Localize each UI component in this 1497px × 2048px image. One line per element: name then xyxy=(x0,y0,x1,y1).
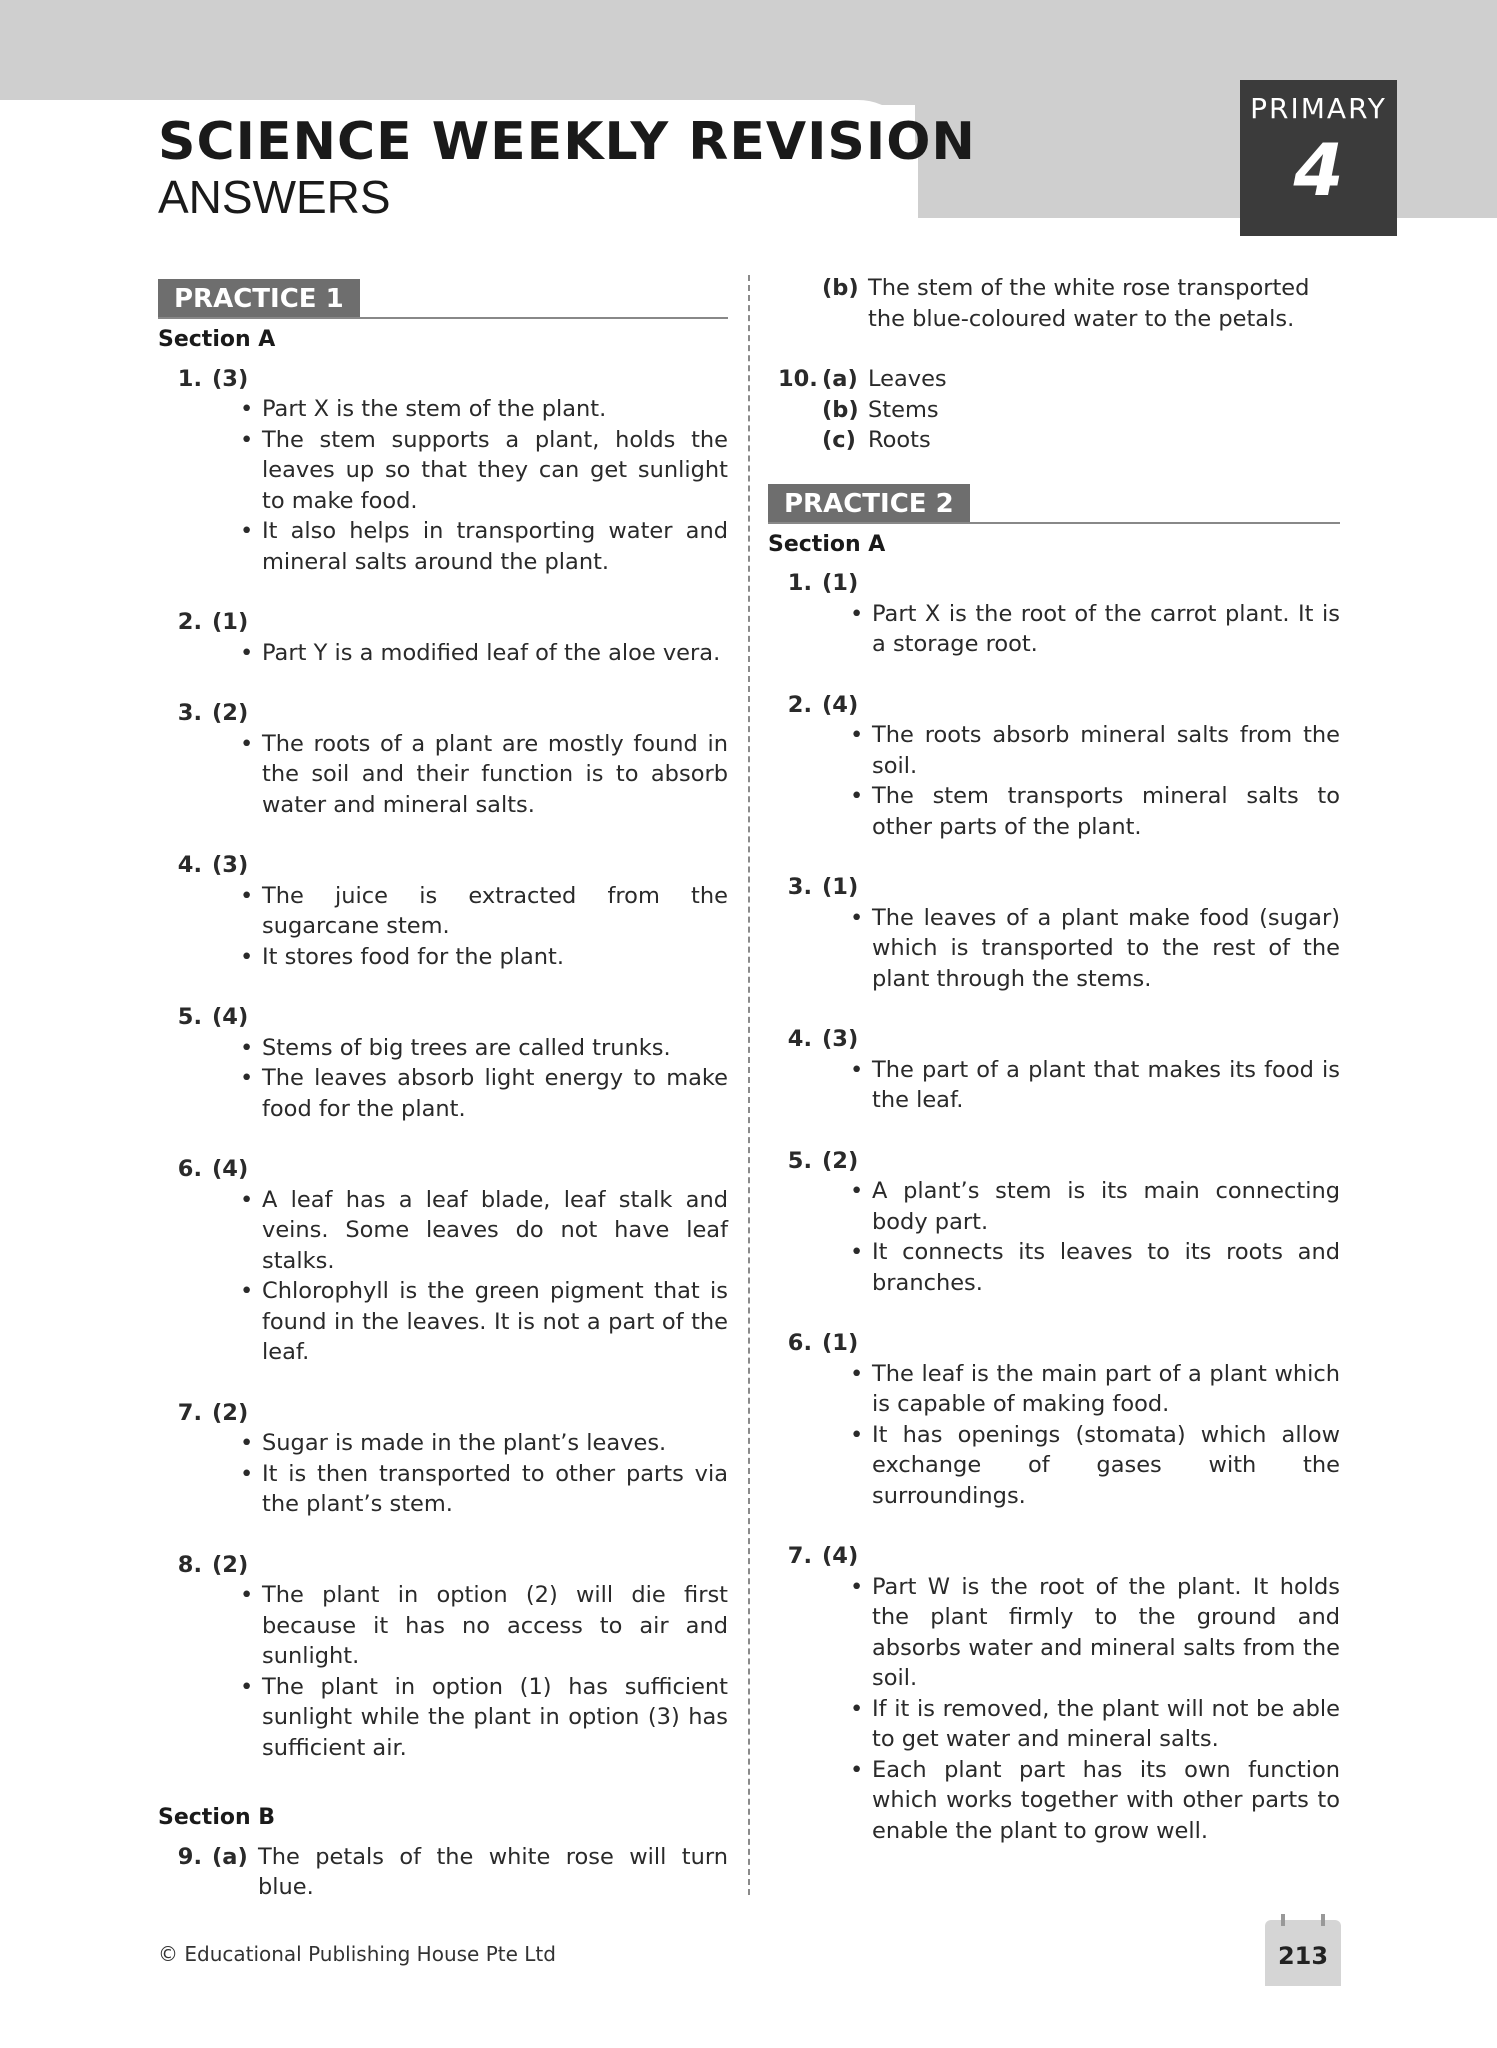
page-subtitle: ANSWERS xyxy=(158,171,391,223)
question-item xyxy=(768,1024,1340,1116)
question-answer: (4) xyxy=(822,1543,859,1569)
answer-bullet: • Sugar is made in the plant’s leaves. xyxy=(238,1428,728,1459)
sub-text: Stems xyxy=(868,396,939,423)
sub-answer xyxy=(768,273,1340,334)
question-answer: (2) xyxy=(212,1399,249,1426)
sub-label: (a) xyxy=(822,366,858,392)
answer-bullet: • The part of a plant that makes its food is the leaf. xyxy=(848,1055,1340,1116)
question-answer: (4) xyxy=(212,1156,249,1182)
section-a-heading: Section A xyxy=(768,531,886,557)
answer-bullet: • The roots absorb mineral salts from the soil. xyxy=(848,720,1340,781)
answer-bullet: • The plant in option (1) has sufficient sunlight while the plant in option (3) has sufficient air. xyxy=(238,1672,728,1764)
question-item xyxy=(768,1146,1340,1299)
question-item xyxy=(158,1002,728,1124)
section-b-heading: Section B xyxy=(158,1805,276,1830)
answer-bullet: • It is then transported to other parts via the plant’s stem. xyxy=(238,1459,728,1520)
question-answer: (3) xyxy=(212,852,249,878)
question-number: 5. xyxy=(787,1147,812,1174)
question-answer: (3) xyxy=(822,1026,859,1052)
question-item xyxy=(768,872,1340,994)
page-title: SCIENCE WEEKLY REVISION xyxy=(158,112,976,172)
answer-bullet: • Part X is the root of the carrot plant. It is a storage root. xyxy=(848,599,1340,660)
answer-bullet: • If it is removed, the plant will not be able to get water and mineral salts. xyxy=(848,1694,1340,1755)
answer-bullet: • It connects its leaves to its roots and branches. xyxy=(848,1237,1340,1298)
answer-bullet: • A leaf has a leaf blade, leaf stalk and veins. Some leaves do not have leaf stalks. xyxy=(238,1185,728,1277)
practice-2-tab: PRACTICE 2 xyxy=(768,484,970,524)
answer-bullet: • Each plant part has its own function which works together with other parts to enable the plant to grow well. xyxy=(848,1755,1340,1847)
practice-heading xyxy=(158,279,728,319)
sub-answer xyxy=(768,364,1340,395)
sub-answer xyxy=(158,1842,728,1903)
section-a-heading: Section A xyxy=(158,327,276,352)
question-number: 2. xyxy=(177,609,202,635)
answer-bullet: • The leaves absorb light energy to make food for the plant. xyxy=(238,1063,728,1124)
question-answer: (4) xyxy=(822,691,859,718)
question-item xyxy=(768,1328,1340,1511)
calendar-ring-icon xyxy=(1321,1914,1325,1926)
question-answer: (1) xyxy=(822,1330,859,1356)
question-number: 4. xyxy=(177,852,202,878)
question-item xyxy=(158,1550,728,1764)
answer-bullet: • The leaf is the main part of a plant which is capable of making food. xyxy=(848,1359,1340,1420)
question-number: 3. xyxy=(177,700,202,726)
question-item xyxy=(158,850,728,972)
question-number: 9. xyxy=(177,1843,202,1870)
question-answer: (1) xyxy=(822,874,859,900)
question-number: 7. xyxy=(787,1543,812,1569)
question-number: 1. xyxy=(177,365,202,392)
answer-bullet: • The roots of a plant are mostly found in the soil and their function is to absorb water and mineral salts. xyxy=(238,729,728,821)
answer-bullet: • Stems of big trees are called trunks. xyxy=(238,1033,728,1064)
level-badge xyxy=(1240,80,1397,236)
page-number: 213 xyxy=(1277,1942,1329,1970)
sub-answer xyxy=(768,395,1340,426)
question-number: 6. xyxy=(787,1330,812,1356)
question-item xyxy=(768,568,1340,660)
left-column xyxy=(158,275,728,1903)
answer-bullet: • The stem supports a plant, holds the leaves up so that they can get sunlight to make food. xyxy=(238,425,728,517)
question-answer: (2) xyxy=(212,1551,249,1578)
question-item xyxy=(158,607,728,668)
badge-number: 4 xyxy=(1293,128,1344,212)
answer-bullet: • Chlorophyll is the green pigment that is found in the leaves. It is not a part of the leaf. xyxy=(238,1276,728,1368)
question-number: 10. xyxy=(778,366,818,392)
badge-label: PRIMARY xyxy=(1250,92,1387,125)
answer-bullet: • The juice is extracted from the sugarcane stem. xyxy=(238,881,728,942)
question-item xyxy=(158,364,728,578)
answer-bullet: • The plant in option (2) will die first because it has no access to air and sunlight. xyxy=(238,1580,728,1672)
question-answer: (1) xyxy=(822,570,859,596)
calendar-ring-icon xyxy=(1281,1914,1285,1926)
answer-bullet: • It stores food for the plant. xyxy=(238,942,728,973)
question-answer: (3) xyxy=(212,365,249,392)
answer-bullet: • The stem transports mineral salts to other parts of the plant. xyxy=(848,781,1340,842)
question-number: 7. xyxy=(177,1399,202,1426)
question-item xyxy=(158,1154,728,1368)
question-number: 1. xyxy=(787,570,812,596)
answer-bullet: • A plant’s stem is its main connecting body part. xyxy=(848,1176,1340,1237)
header-band-right xyxy=(915,100,1497,218)
question-number: 2. xyxy=(787,691,812,718)
sub-label: (b) xyxy=(822,275,859,301)
question-answer: (1) xyxy=(212,609,249,635)
question-item xyxy=(158,1398,728,1520)
question-answer: (2) xyxy=(212,700,249,726)
sub-text: The petals of the white rose will turn blue. xyxy=(258,1843,728,1900)
question-number: 5. xyxy=(177,1004,202,1030)
answer-bullet: • The leaves of a plant make food (sugar) which is transported to the rest of the plant through the stems. xyxy=(848,903,1340,995)
sub-label: (a) xyxy=(212,1843,248,1870)
answer-bullet: • Part X is the stem of the plant. xyxy=(238,394,728,425)
page-number-box xyxy=(1265,1920,1341,1986)
sub-label: (c) xyxy=(822,427,856,453)
answer-bullet: • It has openings (stomata) which allow exchange of gases with the surroundings. xyxy=(848,1420,1340,1512)
sub-answer xyxy=(768,425,1340,456)
question-item xyxy=(768,690,1340,843)
sub-label: (b) xyxy=(822,396,859,423)
answer-bullet: • It also helps in transporting water and mineral salts around the plant. xyxy=(238,516,728,577)
sub-text: Leaves xyxy=(868,366,947,392)
question-number: 4. xyxy=(787,1026,812,1052)
answer-bullet: • Part W is the root of the plant. It holds the plant firmly to the ground and absorbs water and mineral salts from the soil. xyxy=(848,1572,1340,1694)
answer-bullet: • Part Y is a modified leaf of the aloe vera. xyxy=(238,638,728,669)
right-column xyxy=(768,275,1340,1876)
question-item xyxy=(158,698,728,820)
question-answer: (2) xyxy=(822,1147,859,1174)
question-item xyxy=(768,1541,1340,1846)
copyright-footer: © Educational Publishing House Pte Ltd xyxy=(158,1942,556,1966)
question-answer: (4) xyxy=(212,1004,249,1030)
sub-text: Roots xyxy=(868,427,931,453)
practice-heading xyxy=(768,484,1340,524)
question-number: 3. xyxy=(787,874,812,900)
sub-text: The stem of the white rose transported the blue-coloured water to the petals. xyxy=(868,275,1310,332)
question-number: 8. xyxy=(177,1551,202,1578)
question-number: 6. xyxy=(177,1156,202,1182)
column-divider xyxy=(748,275,750,1895)
practice-1-tab: PRACTICE 1 xyxy=(158,279,360,319)
